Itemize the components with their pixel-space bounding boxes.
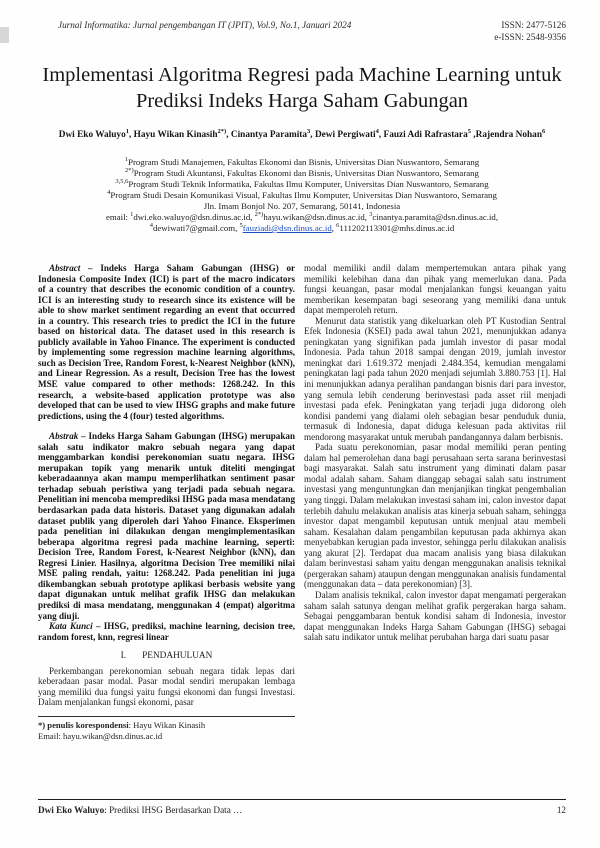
running-head: Dwi Eko Waluyo: Prediksi IHSG Berdasarkan Data … (38, 805, 243, 815)
eissn: e-ISSN: 2548-9356 (494, 31, 566, 42)
email-link[interactable]: fauziadi@dsn.dinus.ac.id (242, 223, 332, 233)
email: $^4$dewiwati7@gmail.com, (149, 222, 240, 233)
journal-citation: Jurnal Informatika: Jurnal pengembangan IT (JPIT), Vol.9, No.1, Januari 2024 (58, 20, 352, 30)
footnote-line-2: Email: hayu.wikan@dsn.dinus.ac.id (38, 731, 163, 742)
issn: ISSN: 2477-5126 (501, 20, 566, 30)
email: $^5$fauziadi@dsn.dinus.ac.id, (239, 222, 337, 233)
author: Hayu Wikan Kinasih$^{2*)}$, (133, 127, 231, 140)
page-footer (38, 799, 566, 815)
abstract-indonesian: Abstrak – Indeks Harga Saham Gabungan (IHSG) merupakan salah satu indikator makro sebuah negara yang dapat menggambarkan kondisi perekonomian suatu negara. IHSG merupakan topik yang menarik untuk diteliti mengingat keberadaannya akan mampu memperlihatkan sentiment pasar terhadap sebuah peristiwa yang terjadi pada sebuah negara. Penelitian ini mencoba memprediksi IHSG pada masa mendatang berdasarkan pada data historis. Dataset yang digunakan adalah dataset publik yang diperoleh dari Yahoo Finance. Eksperimen pada penelitian ini dilakukan dengan mengimplementasikan beberapa algoritma regresi pada machine learning, seperti: Decision Tree, Random Forest, k-Nearest Neighbor (kNN), dan Regresi Linier. Hasilnya, algoritma Decision Tree memiliki nilai MSE paling rendah, yaitu: 1268.242. Pada penelitian ini juga dikembangkan sebuah prototype aplikasi berbasis website yang dapat digunakan untuk melihat grafik IHSG dan melakukan prediksi di masa mendatang, menggunakan 4 (empat) algoritma yang diuji. (38, 431, 296, 621)
email-line-1: email: $^1$dwi.eko.waluyo@dsn.dinus.ac.id, $^{2*)}$hayu.wikan@dsn.dinus.ac.id, $^3$cinantya.paramita@dsn.dinus.ac.id, (105, 211, 499, 222)
affiliation-line: $^1$Program Studi Manajemen, Fakultas Ekonomi dan Bisnis, Universitas Dian Nuswantoro, Semarang (124, 156, 480, 167)
footnote-line-1: *) penulis korespondensi: Hayu Wikan Kinasih (38, 719, 206, 730)
author: Dwi Eko Waluyo$^1$, (58, 127, 134, 140)
email: $^6$111202113301@mhs.dinus.ac.id (336, 222, 455, 233)
email: $^{2*)}$hayu.wikan@dsn.dinus.ac.id, (254, 211, 370, 222)
correspondence-footnote (38, 716, 295, 743)
scan-artifact-mark (0, 27, 9, 43)
two-column-body (38, 263, 566, 743)
body-paragraph: Dalam analisis teknikal, calon investor dapat mengamati pergerakan saham salah satunya dengan melihat grafik pergerakan harga saham. Sebagai penggambaran bentuk kondisi saham di Indonesia, investor dapat menggunakan Indeks Harga Saham Gabungan (IHSG) sebagai salah satu indikator untuk melihat perubahan harga dari suatu pasar (304, 589, 566, 643)
author: Dewi Pergiwati$^4$, (314, 127, 384, 140)
paper-title: Implementasi Algoritma Regresi pada Machine Learning untuk Prediksi Indeks Harga Saham Gabungan (42, 64, 562, 112)
author: Rajendra Nohan$^6$ (475, 127, 546, 140)
body-paragraph: Menurut data statistik yang dikeluarkan oleh PT Kustodian Sentral Efek Indonesia (KSEI) pada awal tahun 2021, menunjukkan adanya peningkatan yang signifikan pada jumlah investor di pasar modal Indonesia. Pada tahun 2018 sampai dengan 2019, jumlah investor meningkat dari 1.619.372 menjadi 2.484.354, kemudian mengalami peningkatan lagi pada tahun 2020 menjadi sejumlah 3.880.753 [1]. Hal ini menunjukkan adanya peralihan pandangan bisnis dari para investor, yang semula lebih cenderung berinvestasi pada asset riil menjadi investasi pada efek. Peningkatan yang terjadi juga didorong oleh kondisi pandemi yang dialami oleh sebagian besar penduduk dunia, termasuk di Indonesia, dapat diduga kelesuan pada aktivitas riil mendorong masyarakat untuk merubah pandangannya dalam berbisnis. (304, 315, 566, 442)
section-heading-pendahuluan: I. PENDAHULUAN (120, 651, 213, 662)
affiliation-line: $^{3,5,6}$Program Studi Teknik Informatika, Fakultas Ilmu Komputer, Universitas Dian Nuswantoro, Semarang (115, 178, 489, 189)
body-paragraph: modal memiliki andil dalam mempertemukan antara pihak yang memiliki kelebihan dana dan pihak yang memerlukan dana. Pada fungsi keuangan, pasar modal menjalankan fungsi keuangan yaitu memberikan kesempatan bagi seseorang yang memiliki dana untuk dapat memperoleh return. (304, 263, 566, 316)
abstract-english: Abstract – Indeks Harga Saham Gabungan (IHSG) or Indonesia Composite Index (ICI) is part of the macro indicators of a country that describes the economic condition of a country. ICI is an interesting study to research since its existence will be able to show market sentiment regarding an event that occurred in a country. This research tries to predict the ICI in the future based on historical data. The dataset used in this research is publicly available in Yahoo Finance. The experiment is conducted by implementing some regression machine learning algorithms, such as Decision Tree, Random Forest, k-Nearest Neighbor (kNN), and Linear Regression. As a result, Decision Tree has the lowest MSE value compared to other methods: 1268.242. In this research, a website-based application prototype was also developed that can be used to view IHSG graphs and make future predictions, using the 4 (four) tested algorithms. (38, 263, 296, 421)
left-column (38, 263, 295, 743)
author: Cinantya Paramita$^3$, (230, 127, 315, 140)
address-line: Jln. Imam Bonjol No. 207, Semarang, 50141, Indonesia (203, 201, 401, 211)
right-column (304, 263, 566, 743)
email-line-2 (40, 223, 564, 234)
spacer (38, 421, 295, 431)
keywords: Kata Kunci – IHSG, prediksi, machine learning, decision tree, random forest, knn, regresi linear (38, 621, 296, 642)
affiliation-line: $^{2*)}$Program Studi Akuntansi, Fakultas Ekonomi dan Bisnis, Universitas Dian Nuswantoro, Semarang (125, 167, 479, 178)
email: $^3$cinantya.paramita@dsn.dinus.ac.id, (369, 211, 499, 222)
page-header (38, 20, 566, 43)
issn-block (494, 20, 566, 43)
page-number: 12 (556, 805, 566, 815)
intro-paragraph: Perkembangan perekonomian sebuah negara tidak lepas dari keberadaan pasar modal. Pasar modal sendiri merupakan lembaga yang memiliki dua fungsi yaitu fungsi ekonomi dan fungsi Investasi. Dalam menjalankan fungsi ekonomi, pasar (38, 665, 296, 708)
affiliation-block (40, 157, 564, 234)
affiliation-line: $^4$Program Studi Desain Komunikasi Visual, Fakultas Ilmu Komputer, Universitas Dian Nuswantoro, Semarang (107, 189, 497, 200)
body-paragraph: Pada suatu perekonomian, pasar modal memiliki peran penting dalam hal pemerolehan dana bagi perusahaan serta sarana berinvestasi bagi masyarakat. Salah satu instrument yang diminati dalam pasar modal adalah saham. Saham dianggap sebagai salah satu instrument investasi yang menguntungkan dan menjanjikan tingkat pengembalian yang tinggi. Dalam melakukan investasi saham ini, calon investor dapat terlebih dahulu melakukan analisis atas kinerja sebuah saham, sehingga investor dapat mengambil keputusan untuk menjual atau membeli saham. Kesalahan dalam pengambilan keputusan pada akhirnya akan menyebabkan kerugian pada investor, sehingga perlu dilakukan analisis yang akurat [2]. Terdapat dua macam analisis yang biasa dilakukan dalam berinvestasi saham yaitu dengan menggunakan analisis teknikal (pergerakan saham) ataupun dengan menggunakan analisis fundamental (menggunakan data – data perekonomian) [3]. (304, 442, 566, 590)
author: Fauzi Adi Rafrastara$^5$ , (383, 127, 476, 140)
author-line (40, 127, 564, 142)
email: $^1$dwi.eko.waluyo@dsn.dinus.ac.id, (130, 211, 255, 222)
